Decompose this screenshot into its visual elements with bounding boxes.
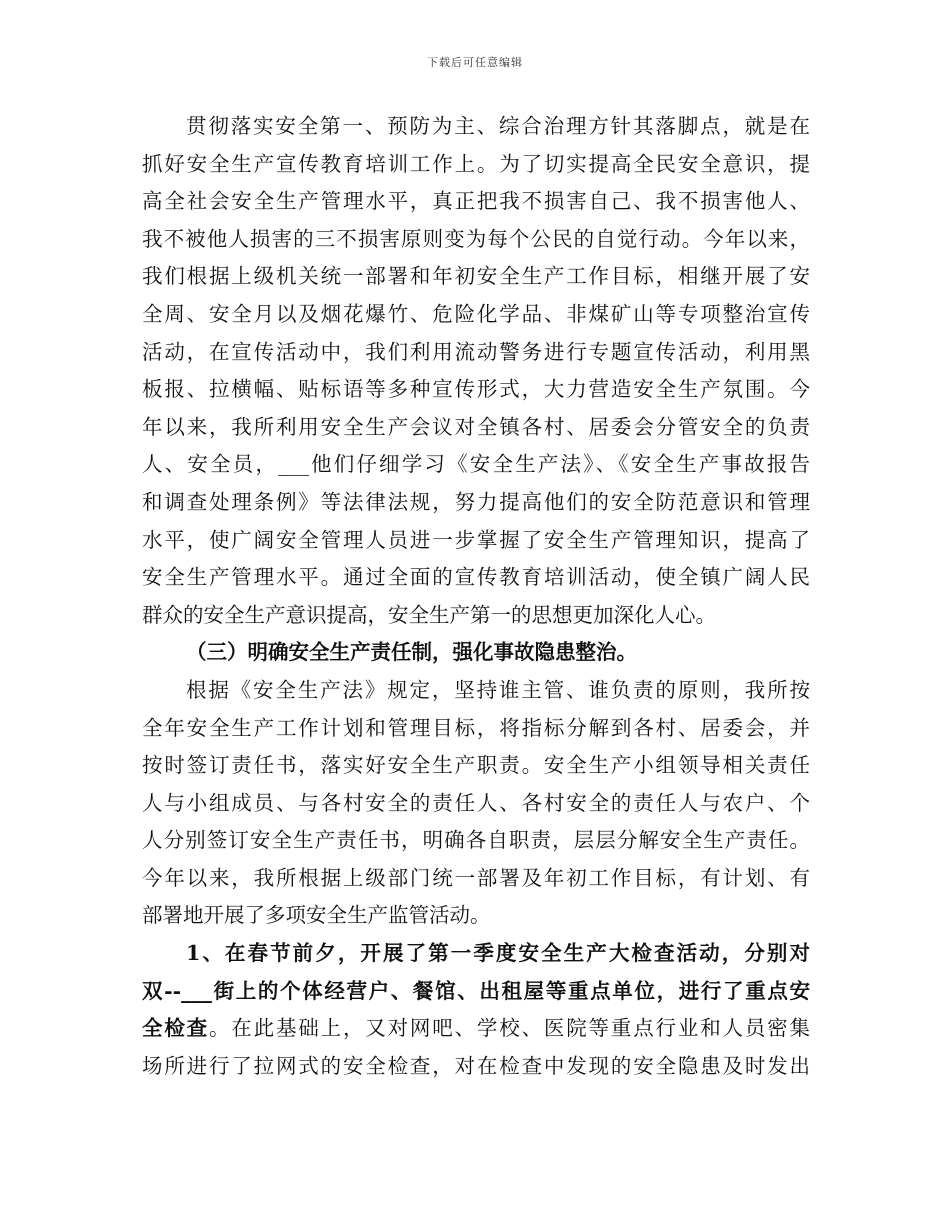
paragraph-line: 贯彻落实安全第一、预防为主、综合治理方针其落脚点，就是在 [186,114,810,138]
paragraph-publicity-training [142,108,810,634]
paragraph-line: 板报、拉横幅、贴标语等多种宣传形式，大力营造安全生产氛围。今 [142,377,810,402]
paragraph-line: 全周、安全月以及烟花爆竹、危险化学品、非煤矿山等专项整治宣传 [142,301,810,326]
paragraph-line [142,1010,810,1048]
paragraph-line: 年以来，我所利用安全生产会议对全镇各村、居委会分管安全的负责 [142,414,810,439]
paragraph-line: 全年安全生产工作计划和管理目标，将指标分解到各村、居委会，并 [142,715,810,740]
paragraph-line: 抓好安全生产宣传教育培训工作上。为了切实提高全民安全意识，提 [142,151,810,176]
regular-phrase: 。在此基础上，又对网吧、学校、医院等重点行业和人员密集 [208,1016,810,1041]
paragraph-line: 我们根据上级机关统一部署和年初安全生产工作目标，相继开展了安 [142,264,810,289]
paragraph-line: 人、安全员，___他们仔细学习《安全生产法》、《安全生产事故报告 [142,452,810,477]
paragraph-line: 按时签订责任书，落实好安全生产职责。安全生产小组领导相关责任 [142,753,810,778]
paragraph-line: 双--___街上的个体经营户、餐馆、出租屋等重点单位，进行了重点安 [142,978,810,1003]
page-header: 下载后可任意编辑 [427,56,523,69]
paragraph-spring-inspection [142,935,810,1085]
paragraph-line: 群众的安全生产意识提高，安全生产第一的思想更加深化人心。 [142,602,716,627]
paragraph-line: 今年以来，我所根据上级部门统一部署及年初工作目标，有计划、有 [142,865,810,890]
paragraph-line: 和调查处理条例》等法律法规，努力提高他们的安全防范意识和管理 [142,489,810,514]
paragraph-line: 场所进行了拉网式的安全检查，对在检查中发现的安全隐患及时发出 [142,1053,810,1078]
paragraph-line: 安全生产管理水平。通过全面的宣传教育培训活动，使全镇广阔人民 [142,565,810,590]
paragraph-line: 1、在春节前夕，开展了第一季度安全生产大检查活动，分别对 [186,941,810,966]
paragraph-line: 水平，使广阔安全管理人员进一步掌握了安全生产管理知识，提高了 [142,527,810,552]
paragraph-responsibility [142,672,810,935]
paragraph-line: 人与小组成员、与各村安全的责任人、各村安全的责任人与农户、个 [142,790,810,815]
document-body [142,108,810,1085]
paragraph-line: 高全社会安全生产管理水平，真正把我不损害自己、我不损害他人、 [142,189,810,214]
paragraph-line: 人分别签订安全生产责任书，明确各自职责，层层分解安全生产责任。 [142,828,810,853]
paragraph-line: 根据《安全生产法》规定，坚持谁主管、谁负责的原则，我所按 [186,677,810,702]
bold-phrase: 全检查 [142,1016,209,1041]
paragraph-line: 我不被他人损害的三不损害原则变为每个公民的自觉行动。今年以来， [142,226,810,251]
paragraph-line: 活动，在宣传活动中，我们利用流动警务进行专题宣传活动，利用黑 [142,339,810,364]
section-heading: （三）明确安全生产责任制，强化事故隐患整治。 [186,640,637,665]
paragraph-line: 部署地开展了多项安全生产监管活动。 [142,903,491,928]
